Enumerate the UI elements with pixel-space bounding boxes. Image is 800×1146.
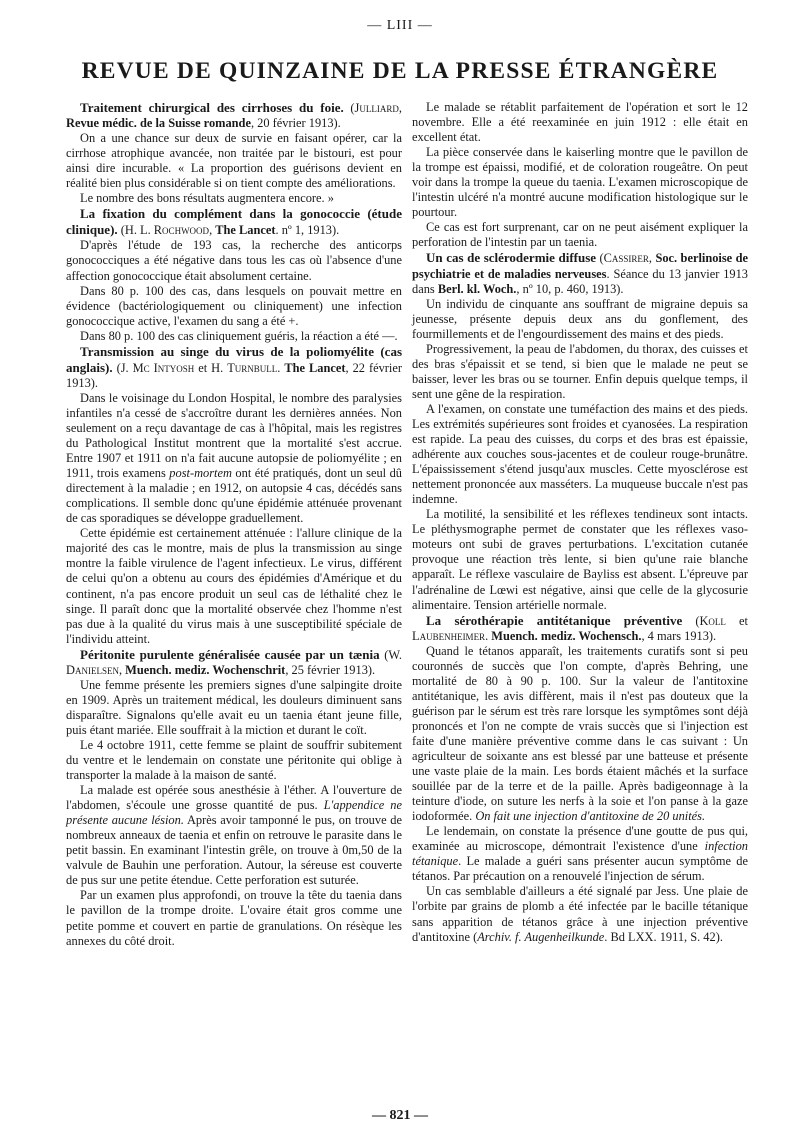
paragraph: Une femme présente les premiers signes d'une salpingite droite en 1909. Après un traitement médical, les douleurs diminuent sans disparaître. Signalons qu'elle avait eu un taenia étant jeune fille, puis étant mariée. Elle souffrait à la miction et durant le coït. [66,677,402,737]
emphasis: infection tétanique [412,839,748,869]
article-details: , 25 février 1913). [285,662,376,677]
source-punct: (H. L. [117,223,154,238]
paragraph [412,644,748,825]
paragraph: Cette épidémie est certainement atténuée : l'allure clinique de la majorité des cas le montre, mais de plus la transmission au singe montre la faible virulence de l'agent infectieux. Le virus, différent de celui qu'on a obtenu au cours des épidémies d'Amérique et du continent, n'a pas encore produit un seul cas de léthalité chez le singe. Il paraît donc que la mortalité observée chez l'homme n'est pas due à la qualité du virus mais à une susceptibilité spéciale de l'individu atteint. [66,526,402,646]
paragraph: Par un examen plus approfondi, on trouve la tête du taenia dans le pavillon de la trompe droite. L'ovaire était gros comme une petite pomme et couvert en partie de granulations. On résèque les annexes du côté droit. [66,888,402,948]
source-punct: et [725,613,748,628]
article-title: Un cas de sclérodermie diffuse [426,250,597,266]
paragraph: Le malade se rétablit parfaitement de l'opération et sort le 12 novembre. Elle a été reexaminée en juin 1912 : elle était en excellent état. [412,100,748,145]
article-journal: Soc. berlinoise de psychiatrie et de maladies nerveuses [412,251,748,281]
article-heading [66,647,402,678]
article-author: Mc Intyosh [132,360,195,375]
right-column [412,100,748,945]
article-heading [412,250,748,296]
paragraph: D'après l'étude de 193 cas, la recherche des anticorps gonococciques a été négative dans tous les cas où l'absence d'une affection gonococcique était absolument certaine. [66,238,402,283]
article-title: La fixation du complément dans la gonococcie (étude clinique). [66,206,402,238]
text-run: La malade est opérée sous anesthésie à l'éther. A l'ouverture de l'abdomen, s'écoule une grosse quantité de pus. [66,783,402,813]
paragraph [66,391,402,526]
source-punct: ( [596,251,604,266]
paragraph [66,783,402,888]
text-run: Dans le voisinage du London Hospital, le nombre des paralysies infantiles n'a cessé de s'accroître durant les dernières années. Non seulement on a reçu davantage de cas à l'hôpital, mais les registres du Pathological Institut montrent que la mortalité s'est accrue. Entre 1907 et 1911 on n'a fait aucune autopsie de poliomyélite ; en 1911, trois examens [66,390,402,481]
paragraph: Ce cas est fort surprenant, car on ne peut aisément expliquer la perforation de l'intestin par un taenia. [412,220,748,250]
source-punct: , [398,101,402,115]
paragraph: Le nombre des bons résultats augmentera encore. » [80,191,334,206]
article-details: . Séance du 13 janvier 1913 dans [412,266,749,296]
paragraph: La pièce conservée dans le kaiserling montre que le pavillon de la trompe est épaissi, modifié, et de coloration rougeâtre. On peut voir dans la trompe la queue du taenia. L'examen microscopique de l'intestin ulcéré n'a montré aucune modification histologique sur le pourtour. [412,145,748,220]
source-punct: , [209,223,216,238]
article-heading [412,613,748,644]
source-punct: , [648,251,656,266]
source-punct: ( [682,613,700,628]
article-journal: The Lancet [215,223,276,238]
page-number: — 821 — [372,1108,428,1123]
paragraph: La motilité, la sensibilité et les réflexes tendineux sont intacts. Le pléthysmographe permet de constater que les réflexes vaso-moteurs ont subi de graves perturbations. L'excitation cutanée provoque une réaction très lente, si bien qu'une raie blanche apparaît. Le réflexe vasculaire de Bayliss est absent. L'épreuve par l'adrénaline de Lœwi est négative, ainsi que celle de la glycosurie alimentaire. Tension artérielle normale. [412,507,748,612]
paragraph: Dans 80 p. 100 des cas, dans lesquels on pouvait mettre en évidence (bactériologiquement ou cliniquement) une infection gonococcique active, l'examen du sang a été +. [66,283,402,328]
text-run: . Bd LXX. 1911, S. 42). [604,929,723,944]
article-title: Traitement chirurgical des cirrhoses du foie. [80,100,344,115]
article-heading [66,344,402,391]
article-heading [66,100,402,131]
source-punct: . [485,628,492,643]
text-run: . Le malade a guéri sans présenter aucun symptôme de tétanos. Par précaution on a renouvelé l'injection de sérum. [412,854,748,884]
article-author: Cassirer [603,251,649,266]
article-journal: Revue médic. de la Suisse romande [66,116,251,131]
paragraph: On a une chance sur deux de survie en faisant opérer, car la cirrhose atrophique avancée, non traitée par le bistouri, est pour ainsi dire incurable. « La proportion des guérisons devient en réalité bien plus considérable si on tient compte des améliorations. [66,131,402,191]
source-punct: ( [343,101,355,115]
article-title: Transmission au singe du virus de la poliomyélite (cas anglais). [66,343,402,375]
article-journal: The Lancet [284,360,346,375]
article-details: , 4 mars 1913). [641,628,717,643]
source-punct: (W. [379,647,402,662]
page-folio: — LIII — [367,18,433,33]
source-punct: et H. [194,360,228,375]
article-journal: Muench. mediz. Wochenschrit [125,662,286,677]
paragraph: A l'examen, on constate une tuméfaction des mains et des pieds. Les extrémités supérieures sont froides et cyanosées. La respiration est rapide. La peau des cuisses, du corps et des bras est épaissie, adhérente aux couches sous-jacentes et de couleur rouge-brunâtre. L'épaississement s'étend jusqu'aux muscles. Cette myosclérose est nettement prononcée aux masséters. La muqueuse buccale n'est pas indemne. [412,401,748,507]
source-punct: , [118,662,126,677]
emphasis: Archiv. f. Augenheilkunde [477,929,605,944]
article-heading [66,206,402,238]
text-run: Un cas semblable d'ailleurs a été signalé par Jess. Une plaie de l'orbite par grains de plomb a été infectée par le bacille tétanique sans apparition de tétanos grâce à une injection préventive d'antitoxine ( [412,884,748,944]
journal-section-title: REVUE DE QUINZAINE DE LA PRESSE ÉTRANGÈRE [81,58,719,84]
left-column [66,100,402,949]
paragraph: Un individu de cinquante ans souffrant de migraine depuis sa jeunesse, présente depuis deux ans du gonflement, des fourmillements et de l'engourdissement des mains et des pieds. [412,296,748,341]
emphasis: L'appendice ne présente aucune lésion. [66,798,402,828]
text-run: Le lendemain, on constate la présence d'une goutte de pus qui, examinée au microscope, démontrait l'existence d'une [412,824,748,854]
article-journal: Muench. mediz. Wochensch. [491,628,642,643]
paragraph [412,884,748,944]
article-author: Koll [699,613,726,628]
emphasis: post-mortem [169,466,232,481]
article-details: , 20 février 1913). [250,116,341,131]
paragraph: Dans 80 p. 100 des cas cliniquement guéris, la réaction a été —. [80,328,398,343]
article-author: Danielsen [66,662,119,677]
text-run: ont été pratiqués, dont un seul dû directement à la maladie ; en 1912, on autopsie 4 cas, décédés sans complications. Il semble donc qu'une épidémie atténuée provenant de cas sporadiques se développe graduellement. [66,466,402,526]
text-run: Après avoir tamponné le pus, on trouve de nombreux anneaux de taenia et enfin on retrouve le parasite dans le petit bassin. En examinant l'intestin grêle, on trouve à 0m,50 de la valvule de Bauhin une perforation. Autour, la séreuse est couverte de pus sur une petite étendue. Cette perforation est suturée. [66,813,402,888]
article-author: Turnbull [227,360,278,375]
article-journal: Berl. kl. Woch. [437,281,517,296]
paragraph [412,824,748,884]
article-author: Rochwood [153,223,210,238]
article-author: Julliard [354,101,399,115]
paragraph: Progressivement, la peau de l'abdomen, du thorax, des cuisses et des bras s'épaissit et se tend, si bien que le malade ne peut se baisser, lever les bras ou se tourner. Enfin depuis quelque temps, il sent une gêne de la respiration. [412,341,748,401]
article-details: . nº 1, 1913). [275,223,340,238]
article-title: Péritonite purulente généralisée causée par un tænia [80,646,380,662]
article-details: , nº 10, p. 460, 1913). [516,281,624,296]
paragraph: Le 4 octobre 1911, cette femme se plaint de souffrir subitement du ventre et le lendemain on constate une péritonite qui oblige à transporter la malade à la maison de santé. [66,737,402,783]
article-title: La sérothérapie antitétanique préventive [426,612,683,628]
article-details: , 22 février 1913). [66,360,402,390]
source-punct: (J. [112,360,133,375]
emphasis: On fait une injection d'antitoxine de 20 unités. [475,809,706,824]
article-author: Laubenheimer [412,628,486,643]
source-punct: . [277,360,285,375]
text-run: Quand le tétanos apparaît, les traitements curatifs sont si peu couronnés de succès que l'on compte, d'après Behring, une mortalité de 80 à 90 p. 100. Sur la valeur de l'antitoxine antitétanique, les avis diffèrent, mais il n'est pas douteux que la guérison par le sérum est très rare lorsque les symptômes sont déjà prononcés et l'on ne compte de vrais succès que si l'injection est faite d'une manière préventive comme dans le cas suivant : Un agriculteur de soixante ans est blessé par une batteuse et présente une vaste plaie de la main. Les bords étaient mâchés et la surface souillée par de la terre et de la paille. Après badigeonnage à la teinture d'iode, on suture les nerfs à la soie et l'on panse à la gaze iodoformée. [412,643,748,824]
